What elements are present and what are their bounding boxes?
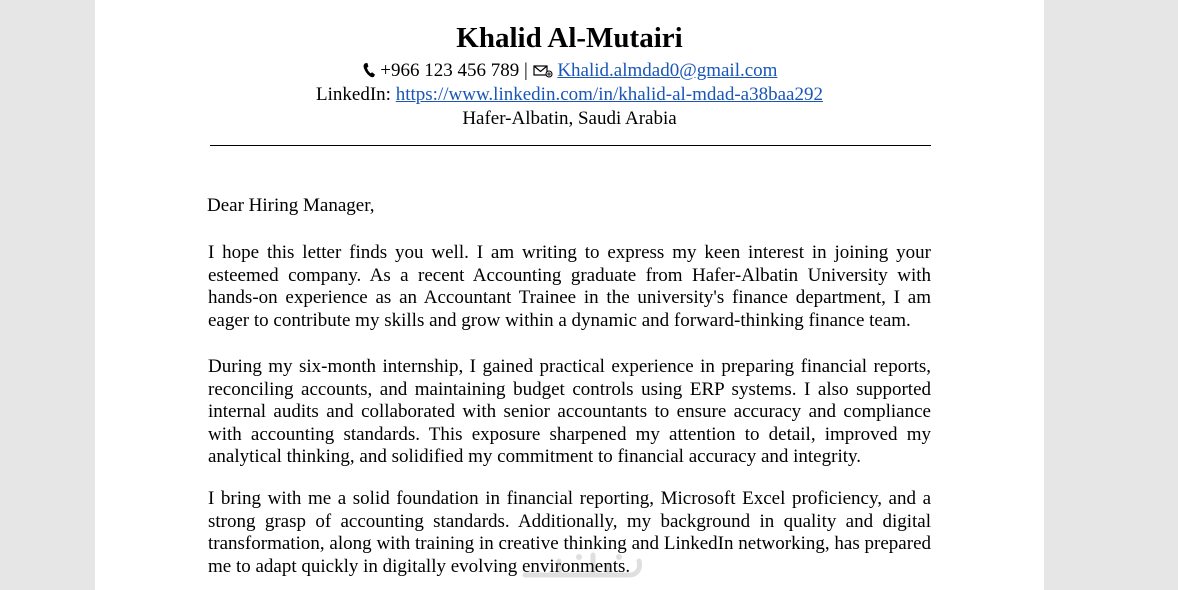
document-page: [95, 0, 1044, 590]
letter-paragraph-3: I bring with me a solid foundation in financial reporting, Microsoft Excel proficiency, and a strong grasp of accounting standards. Additionally, my background in quality and digital transformation, along with training in creative thinking and LinkedIn networking, has prepared me to adapt quickly in digitally evolving environments.: [208, 488, 931, 577]
linkedin-label: LinkedIn:: [316, 84, 391, 105]
site-logo-watermark: [519, 545, 659, 585]
phone-icon: [362, 61, 376, 85]
letter-paragraph-2: During my six-month internship, I gained practical experience in preparing financial reports, reconciling accounts, and maintaining budget controls using ERP systems. I also supported internal audits and collaborated with senior accountants to ensure accuracy and compliance with accounting standards. This exposure sharpened my attention to detail, improved my analytical thinking, and solidified my commitment to financial accuracy and integrity.: [208, 356, 931, 467]
header-divider: [210, 145, 931, 146]
mail-icon: [533, 61, 553, 85]
location: Hafer-Albatin, Saudi Arabia: [462, 108, 677, 129]
phone-number: +966 123 456 789: [380, 60, 520, 81]
contact-separator: |: [524, 60, 528, 81]
linkedin-line: [95, 83, 1044, 107]
email-link[interactable]: Khalid.almdad0@gmail.com: [557, 60, 778, 81]
applicant-name: Khalid Al-Mutairi: [456, 22, 683, 54]
linkedin-link[interactable]: https://www.linkedin.com/in/khalid-al-mdad-a38baa292: [395, 84, 823, 105]
letter-greeting: Dear Hiring Manager,: [207, 195, 375, 216]
contact-line: [95, 59, 1044, 85]
letter-paragraph-1: I hope this letter finds you well. I am writing to express my keen interest in joining your esteemed company. As a recent Accounting graduate from Hafer-Albatin University with hands-on experience as an Accountant Trainee in the university's finance department, I am eager to contribute my skills and grow within a dynamic and forward-thinking finance team.: [208, 242, 931, 331]
